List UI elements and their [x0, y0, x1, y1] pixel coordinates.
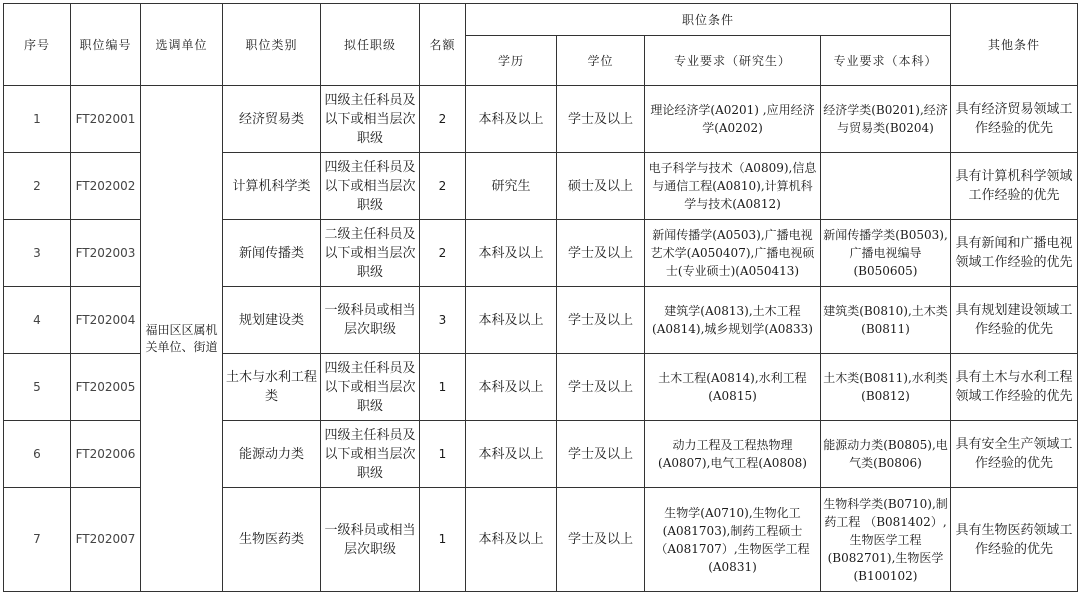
cell-code: FT202002: [71, 153, 141, 220]
cell-code: FT202005: [71, 354, 141, 421]
cell-quota: 2: [420, 220, 466, 287]
cell-major-undergrad: 建筑类(B0810),土木类(B0811): [821, 287, 951, 354]
cell-other: 具有土木与水利工程领域工作经验的优先: [951, 354, 1078, 421]
cell-major-undergrad: 土木类(B0811),水利类(B0812): [821, 354, 951, 421]
cell-education: 本科及以上: [466, 86, 557, 153]
cell-major-undergrad: 经济学类(B0201),经济与贸易类(B0204): [821, 86, 951, 153]
cell-education: 研究生: [466, 153, 557, 220]
cell-category: 规划建设类: [223, 287, 321, 354]
cell-code: FT202006: [71, 421, 141, 488]
header-row-1: [4, 4, 1078, 36]
header-degree: 学位: [557, 36, 645, 86]
cell-rank: 一级科员或相当层次职级: [321, 287, 420, 354]
cell-rank: 四级主任科员及以下或相当层次职级: [321, 354, 420, 421]
header-other: 其他条件: [951, 4, 1078, 86]
cell-code: FT202007: [71, 488, 141, 592]
cell-seq: 1: [4, 86, 71, 153]
cell-degree: 学士及以上: [557, 287, 645, 354]
cell-major-grad: 动力工程及工程热物理(A0807),电气工程(A0808): [645, 421, 821, 488]
cell-quota: 1: [420, 421, 466, 488]
header-education: 学历: [466, 36, 557, 86]
cell-quota: 2: [420, 86, 466, 153]
cell-major-grad: 土木工程(A0814),水利工程(A0815): [645, 354, 821, 421]
job-table-container: [3, 3, 1078, 592]
cell-quota: 2: [420, 153, 466, 220]
cell-seq: 5: [4, 354, 71, 421]
cell-category: 新闻传播类: [223, 220, 321, 287]
cell-degree: 学士及以上: [557, 86, 645, 153]
cell-education: 本科及以上: [466, 488, 557, 592]
cell-other: 具有安全生产领域工作经验的优先: [951, 421, 1078, 488]
header-category: 职位类别: [223, 4, 321, 86]
cell-quota: 1: [420, 488, 466, 592]
cell-major-undergrad: [821, 153, 951, 220]
cell-seq: 3: [4, 220, 71, 287]
header-conditions: 职位条件: [466, 4, 951, 36]
cell-other: 具有规划建设领域工作经验的优先: [951, 287, 1078, 354]
cell-major-grad: 理论经济学(A0201) ,应用经济学(A0202): [645, 86, 821, 153]
cell-education: 本科及以上: [466, 287, 557, 354]
cell-seq: 2: [4, 153, 71, 220]
cell-category: 生物医药类: [223, 488, 321, 592]
cell-code: FT202003: [71, 220, 141, 287]
cell-unit: 福田区区属机关单位、街道: [141, 86, 223, 592]
cell-rank: 四级主任科员及以下或相当层次职级: [321, 86, 420, 153]
table-row: [4, 86, 1078, 153]
cell-major-grad: 电子科学与技术（A0809),信息与通信工程(A0810),计算机科学与技术(A0812): [645, 153, 821, 220]
cell-code: FT202001: [71, 86, 141, 153]
cell-seq: 4: [4, 287, 71, 354]
header-quota: 名额: [420, 4, 466, 86]
cell-education: 本科及以上: [466, 421, 557, 488]
cell-major-grad: 新闻传播学(A0503),广播电视艺术学(A050407),广播电视硕士(专业硕士)(A050413): [645, 220, 821, 287]
cell-category: 经济贸易类: [223, 86, 321, 153]
cell-education: 本科及以上: [466, 220, 557, 287]
cell-degree: 硕士及以上: [557, 153, 645, 220]
cell-rank: 四级主任科员及以下或相当层次职级: [321, 153, 420, 220]
cell-major-undergrad: 生物科学类(B0710),制药工程 （B081402）,生物医学工程(B082701),生物医学(B100102): [821, 488, 951, 592]
cell-other: 具有生物医药领域工作经验的优先: [951, 488, 1078, 592]
cell-degree: 学士及以上: [557, 220, 645, 287]
cell-other: 具有经济贸易领域工作经验的优先: [951, 86, 1078, 153]
cell-seq: 7: [4, 488, 71, 592]
cell-rank: 四级主任科员及以下或相当层次职级: [321, 421, 420, 488]
job-positions-table: [3, 3, 1078, 592]
cell-quota: 1: [420, 354, 466, 421]
cell-other: 具有计算机科学领域工作经验的优先: [951, 153, 1078, 220]
header-rank: 拟任职级: [321, 4, 420, 86]
cell-quota: 3: [420, 287, 466, 354]
cell-degree: 学士及以上: [557, 488, 645, 592]
header-major-grad: 专业要求（研究生）: [645, 36, 821, 86]
cell-other: 具有新闻和广播电视领域工作经验的优先: [951, 220, 1078, 287]
header-code: 职位编号: [71, 4, 141, 86]
cell-degree: 学士及以上: [557, 421, 645, 488]
cell-rank: 一级科员或相当层次职级: [321, 488, 420, 592]
cell-rank: 二级主任科员及以下或相当层次职级: [321, 220, 420, 287]
header-major-undergrad: 专业要求（本科）: [821, 36, 951, 86]
cell-seq: 6: [4, 421, 71, 488]
cell-education: 本科及以上: [466, 354, 557, 421]
cell-major-undergrad: 能源动力类(B0805),电气类(B0806): [821, 421, 951, 488]
cell-degree: 学士及以上: [557, 354, 645, 421]
cell-category: 能源动力类: [223, 421, 321, 488]
cell-category: 土木与水利工程类: [223, 354, 321, 421]
cell-major-grad: 生物学(A0710),生物化工(A081703),制药工程硕士（A081707）,生物医学工程(A0831): [645, 488, 821, 592]
cell-category: 计算机科学类: [223, 153, 321, 220]
cell-code: FT202004: [71, 287, 141, 354]
cell-major-undergrad: 新闻传播学类(B0503),广播电视编导(B050605): [821, 220, 951, 287]
cell-major-grad: 建筑学(A0813),土木工程(A0814),城乡规划学(A0833): [645, 287, 821, 354]
header-seq: 序号: [4, 4, 71, 86]
header-unit: 选调单位: [141, 4, 223, 86]
